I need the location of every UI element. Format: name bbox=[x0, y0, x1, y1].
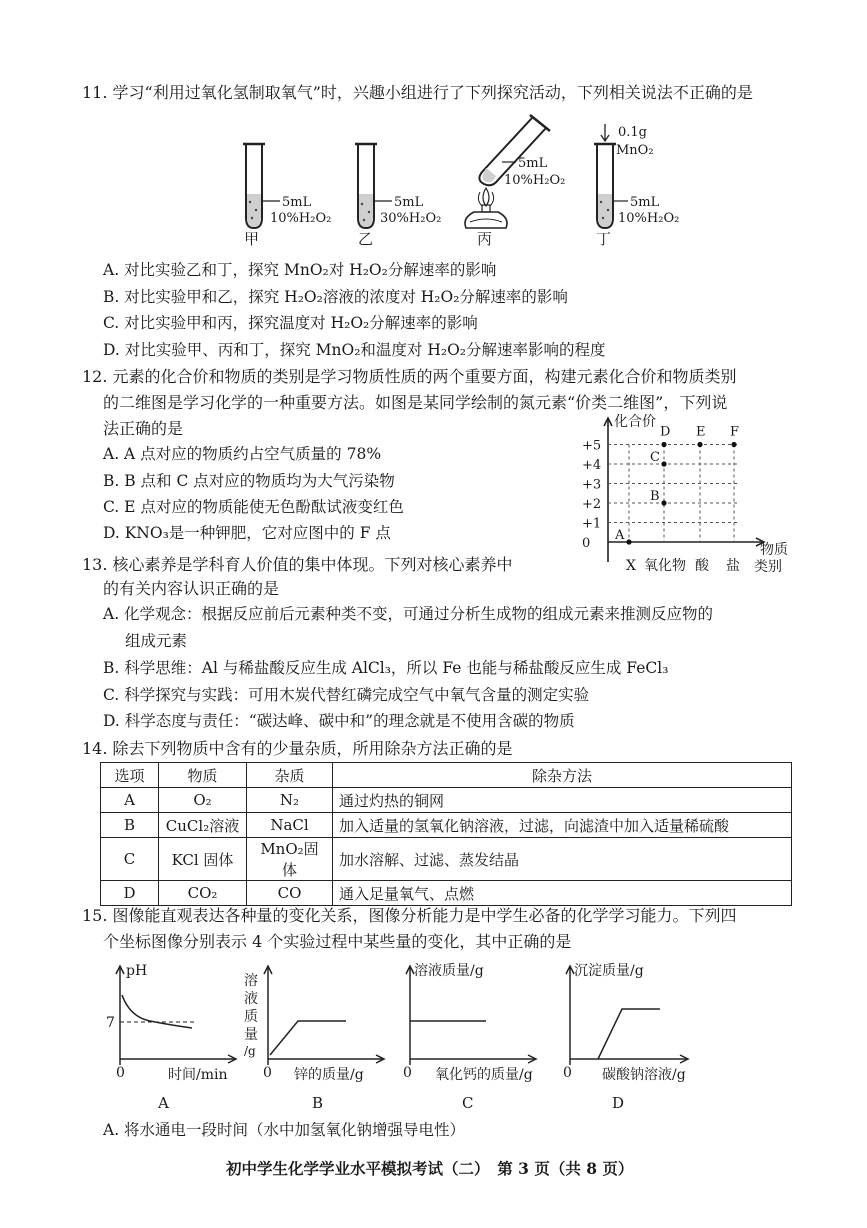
graph-c-letter: C bbox=[462, 1094, 474, 1112]
cell-impurity: NaCl bbox=[247, 813, 333, 838]
q11-option-c[interactable]: C. 对比实验甲和丙，探究温度对 H₂O₂分解速率的影响 bbox=[103, 314, 478, 332]
table-row bbox=[101, 788, 792, 813]
q13-option-a-line2: 组成元素 bbox=[125, 632, 188, 650]
q11-option-a[interactable]: A. 对比实验乙和丁，探究 MnO₂对 H₂O₂分解速率的影响 bbox=[103, 261, 497, 279]
graph-d-xlabel: 碳酸钠溶液/g bbox=[602, 1067, 686, 1083]
point-f bbox=[731, 442, 736, 447]
graph-b-ylabel-3: 质 bbox=[244, 1009, 258, 1025]
q13-stem-line2: 的有关内容认识正确的是 bbox=[103, 579, 280, 598]
graph-c-ylabel: 溶液质量/g bbox=[414, 963, 484, 979]
cell-substance: CO₂ bbox=[159, 881, 247, 906]
point-label-d: D bbox=[660, 424, 671, 440]
q12-stem-line2: 的二维图是学习化学的一种重要方法。如图是某同学绘制的氮元素“价类二维图”，下列说 bbox=[103, 393, 728, 412]
q13-option-a-line1[interactable]: A. 化学观念：根据反应前后元素种类不变，可通过分析生成物的组成元素来推测反应物的 bbox=[103, 605, 714, 623]
graph-b bbox=[244, 966, 384, 1112]
cell-substance: KCl 固体 bbox=[159, 838, 247, 881]
table-row bbox=[101, 881, 792, 906]
tube-bing-conc: 10%H₂O₂ bbox=[504, 173, 566, 188]
cell-impurity: MnO₂固体 bbox=[247, 838, 333, 881]
y-tick-label: +2 bbox=[582, 497, 602, 512]
heated-tube-bing bbox=[465, 115, 565, 248]
graph-d-origin: 0 bbox=[563, 1065, 572, 1081]
tube-jia-vol: 5mL bbox=[282, 195, 312, 210]
graph-a-ylabel: pH bbox=[126, 963, 148, 979]
point-label-a: A bbox=[615, 528, 625, 543]
impurity-removal-table bbox=[100, 762, 792, 906]
test-tube-ding bbox=[594, 124, 679, 248]
col-header-impurity: 杂质 bbox=[247, 763, 333, 788]
q12-option-a[interactable]: A. A 点对应的物质约占空气质量的 78% bbox=[103, 445, 382, 463]
y-tick-label: +1 bbox=[582, 516, 602, 532]
tube-bing-name: 丙 bbox=[477, 230, 493, 248]
point-label-b: B bbox=[650, 489, 660, 504]
graph-c bbox=[403, 962, 536, 1112]
cell-method: 通过灼热的铜网 bbox=[333, 788, 792, 813]
q13-option-b[interactable]: B. 科学思维：Al 与稀盐酸反应生成 AlCl₃，所以 Fe 也能与稀盐酸反应生成 FeCl₃ bbox=[103, 659, 669, 677]
graph-a-origin: 0 bbox=[116, 1065, 125, 1081]
q12-stem-line3: 法正确的是 bbox=[103, 419, 184, 438]
graph-d-letter: D bbox=[612, 1094, 625, 1112]
q11-option-d[interactable]: D. 对比实验甲、丙和丁，探究 MnO₂和温度对 H₂O₂分解速率影响的程度 bbox=[103, 341, 606, 359]
graph-a-ref: 7 bbox=[106, 1015, 115, 1031]
x-tick-label: 氧化物 bbox=[644, 558, 686, 574]
point-label-f: F bbox=[730, 424, 740, 440]
q14-stem: 14. 除去下列物质中含有的少量杂质，所用除杂方法正确的是 bbox=[82, 739, 513, 758]
col-header-option: 选项 bbox=[101, 763, 159, 788]
q11-stem: 11. 学习“利用过氧化氢制取氧气”时，兴趣小组进行了下列探究活动，下列相关说法不正确的是 bbox=[82, 83, 753, 102]
q15-stem-line2: 个坐标图像分别表示 4 个实验过程中某些量的变化，其中正确的是 bbox=[103, 932, 572, 951]
point-b bbox=[661, 500, 666, 505]
q13-option-c[interactable]: C. 科学探究与实践：可用木炭代替红磷完成空气中氧气含量的测定实验 bbox=[103, 686, 590, 704]
tube-ding-name: 丁 bbox=[596, 230, 612, 248]
cell-impurity: CO bbox=[247, 881, 333, 906]
table-header-row bbox=[101, 763, 792, 788]
graph-b-ylabel-4: 量 bbox=[244, 1027, 258, 1043]
graph-b-ylabel-1: 溶 bbox=[244, 973, 258, 989]
tube-jia-conc: 10%H₂O₂ bbox=[270, 211, 332, 226]
table-row bbox=[101, 813, 792, 838]
point-e bbox=[697, 442, 702, 447]
x-tick-label: X bbox=[626, 558, 636, 574]
tube-ding-add-mass: 0.1g bbox=[618, 125, 647, 140]
table-row bbox=[101, 838, 792, 881]
point-d bbox=[661, 442, 666, 447]
x-tick-label: 酸 bbox=[695, 558, 709, 574]
graph-b-ylabel-2: 液 bbox=[244, 991, 258, 1007]
cell-impurity: N₂ bbox=[247, 788, 333, 813]
graph-a bbox=[106, 963, 236, 1112]
graph-c-origin: 0 bbox=[403, 1065, 412, 1081]
tube-yi-name: 乙 bbox=[358, 230, 374, 248]
x-axis-label-1: 物质 bbox=[760, 542, 788, 558]
q13-option-d[interactable]: D. 科学态度与责任：“碳达峰、碳中和”的理念就是不使用含碳的物质 bbox=[103, 712, 575, 730]
cell-method: 加入适量的氢氧化钠溶液，过滤，向滤渣中加入适量稀硫酸 bbox=[333, 813, 792, 838]
y-tick-label: +4 bbox=[582, 458, 602, 473]
cell-substance: O₂ bbox=[159, 788, 247, 813]
cell-substance: CuCl₂溶液 bbox=[159, 813, 247, 838]
col-header-substance: 物质 bbox=[159, 763, 247, 788]
test-tube-jia bbox=[243, 144, 331, 248]
cell-option: D bbox=[101, 881, 159, 906]
col-header-method: 除杂方法 bbox=[333, 763, 792, 788]
q12-option-d[interactable]: D. KNO₃是一种钾肥，它对应图中的 F 点 bbox=[103, 524, 391, 542]
x-tick-label: 盐 bbox=[726, 558, 740, 574]
graph-a-letter: A bbox=[158, 1094, 169, 1112]
graph-b-ylabel-5: /g bbox=[244, 1044, 256, 1058]
cell-option: B bbox=[101, 813, 159, 838]
q15-graphs bbox=[90, 955, 730, 1115]
graph-d-ylabel: 沉淀质量/g bbox=[574, 963, 644, 979]
cell-option: A bbox=[101, 788, 159, 813]
q15-option-a[interactable]: A. 将水通电一段时间（水中加氢氧化钠增强导电性） bbox=[103, 1121, 466, 1139]
point-label-c: C bbox=[650, 450, 660, 465]
graph-a-xlabel: 时间/min bbox=[168, 1067, 228, 1083]
q15-stem-line1: 15. 图像能直观表达各种量的变化关系，图像分析能力是中学生必备的化学学习能力。下列四 bbox=[82, 906, 737, 925]
y-tick-label: 0 bbox=[582, 536, 591, 551]
q11-option-b[interactable]: B. 对比实验甲和乙，探究 H₂O₂溶液的浓度对 H₂O₂分解速率的影响 bbox=[103, 288, 568, 306]
graph-b-xlabel: 锌的质量/g bbox=[294, 1067, 364, 1083]
q12-option-b[interactable]: B. B 点和 C 点对应的物质均为大气污染物 bbox=[103, 472, 395, 490]
q13-stem-line1: 13. 核心素养是学科育人价值的集中体现。下列对核心素养中 bbox=[82, 555, 513, 574]
tube-yi-conc: 30%H₂O₂ bbox=[380, 211, 442, 226]
graph-c-xlabel: 氧化钙的质量/g bbox=[435, 1067, 533, 1083]
cell-method: 加水溶解、过滤、蒸发结晶 bbox=[333, 838, 792, 881]
cell-method: 通入足量氧气、点燃 bbox=[333, 881, 792, 906]
q12-stem-line1: 12. 元素的化合价和物质的类别是学习物质性质的两个重要方面，构建元素化合价和物质类别 bbox=[82, 367, 737, 386]
y-tick-label: +3 bbox=[582, 477, 602, 493]
graph-b-letter: B bbox=[312, 1094, 324, 1112]
x-axis-label-2: 类别 bbox=[754, 559, 782, 575]
valence-class-chart bbox=[568, 410, 798, 580]
tube-ding-add-sub: MnO₂ bbox=[616, 143, 654, 158]
point-a bbox=[626, 539, 631, 544]
page-footer: 初中学生化学学业水平模拟考试（二） 第 3 页（共 8 页） bbox=[226, 1159, 634, 1178]
tube-ding-conc: 10%H₂O₂ bbox=[618, 211, 680, 226]
tube-jia-name: 甲 bbox=[244, 230, 260, 248]
y-axis-label: 化合价 bbox=[614, 414, 656, 430]
y-tick-label: +5 bbox=[582, 438, 602, 454]
q11-apparatus bbox=[230, 110, 700, 250]
tube-yi-vol: 5mL bbox=[394, 195, 424, 210]
graph-d bbox=[563, 963, 688, 1112]
cell-option: C bbox=[101, 838, 159, 881]
q12-option-c[interactable]: C. E 点对应的物质能使无色酚酞试液变红色 bbox=[103, 498, 404, 516]
tube-ding-vol: 5mL bbox=[630, 195, 660, 210]
point-c bbox=[661, 461, 666, 466]
graph-b-origin: 0 bbox=[263, 1065, 272, 1081]
test-tube-yi bbox=[355, 144, 441, 248]
tube-bing-vol: 5mL bbox=[518, 156, 548, 171]
point-label-e: E bbox=[696, 424, 706, 440]
